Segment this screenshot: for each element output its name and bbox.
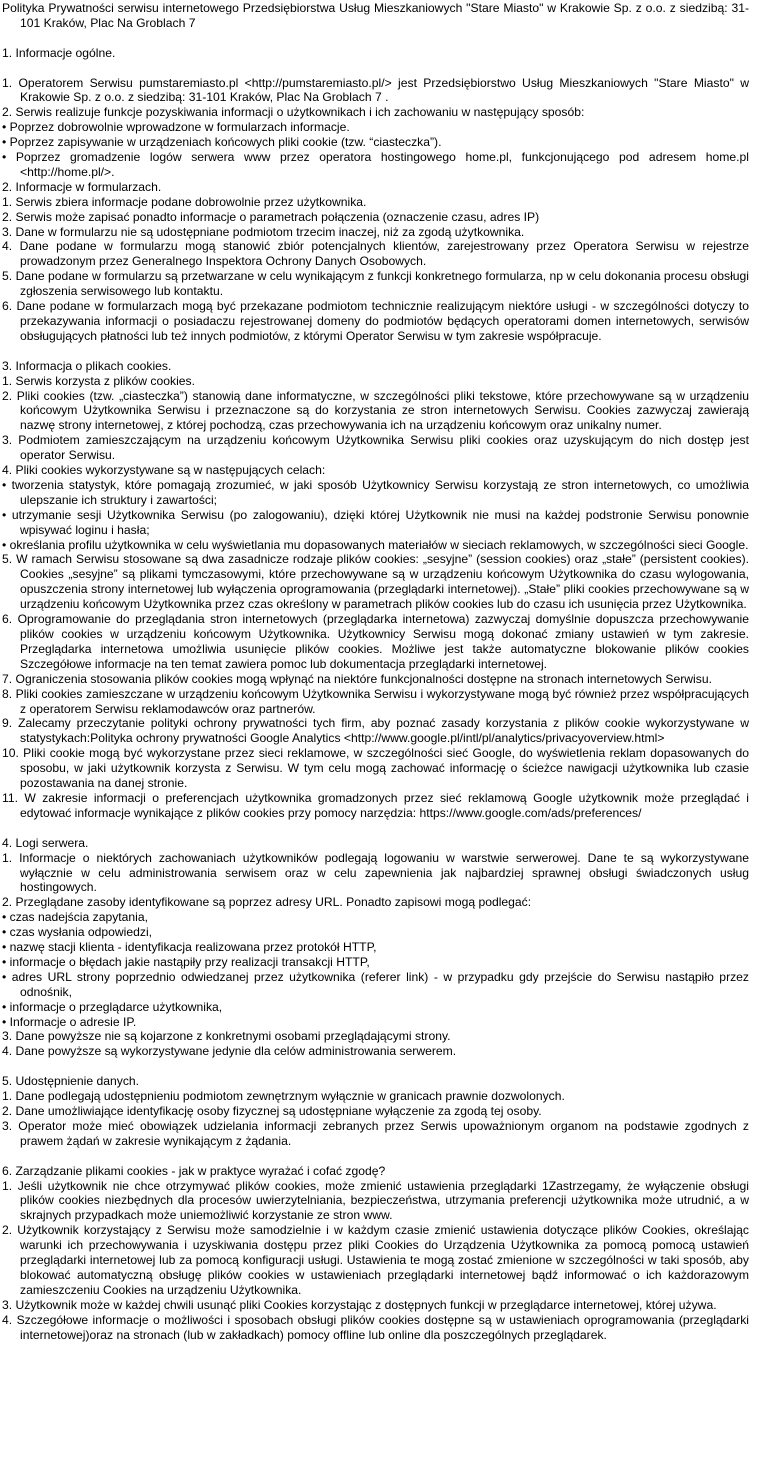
blank-line: [2, 1059, 749, 1074]
policy-paragraph: • informacje o błędach jakie nastąpiły przy realizacji transakcji HTTP,: [2, 954, 370, 969]
policy-paragraph: • Poprzez gromadzenie logów serwera www przez operatora hostingowego home.pl, funkcjonującego pod adresem home.pl <http://home.pl/>.: [2, 150, 749, 179]
policy-paragraph: 1. Jeśli użytkownik nie chce otrzymywać plików cookies, może zmienić ustawienia przeglądarki 1Zastrzegamy, że wyłączenie obsługi plików cookies niezbędnych dla procesów uwierzytelniania, bezpieczeństwa, utrzymania preferencji użytkownika może utrudnić, a w skrajnych przypadkach może uniemożliwić korzystanie ze stron www.: [2, 1178, 749, 1223]
policy-paragraph: 6. Zarządzanie plikami cookies - jak w praktyce wyrażać i cofać zgodę?: [2, 1163, 386, 1178]
policy-paragraph: 6. Dane podane w formularzach mogą być przekazane podmiotom technicznie realizującym niektóre usługi - w szczególności dotyczy to przekazywania informacji o posiadaczu rejestrowanej domeny do podmiotów będących operatorami domen internetowych, serwisów obsługujących płatności lub też innych podmiotów, z którymi Operator Serwisu w tym zakresie współpracuje.: [2, 299, 749, 343]
blank-line: [2, 61, 749, 76]
policy-paragraph: • informacje o przeglądarce użytkownika,: [2, 999, 223, 1014]
policy-paragraph: 3. Operator może mieć obowiązek udzielania informacji zebranych przez Serwis upoważnionym organom na podstawie zgodnych z prawem żądań w zakresie wynikającym z żądania.: [2, 1118, 749, 1148]
policy-paragraph: 1. Serwis korzysta z plików cookies.: [2, 373, 195, 388]
policy-paragraph: 2. Serwis realizuje funkcje pozyskiwania informacji o użytkownikach i ich zachowaniu w następujący sposób:: [2, 105, 585, 120]
policy-paragraph: 3. Dane powyższe nie są kojarzone z konkretnymi osobami przeglądającymi strony.: [2, 1029, 451, 1044]
policy-paragraph: 1. Operatorem Serwisu pumstaremiasto.pl <http://pumstaremiasto.pl/> jest Przedsiębiorstwo Usług Mieszkaniowych "Stare Miasto" w Krakowie Sp. z o.o. z siedzibą: 31-101 Kraków, Plac Na Groblach 7 .: [2, 75, 749, 105]
policy-paragraph: 3. Użytkownik może w każdej chwili usunąć pliki Cookies korzystając z dostępnych funkcji w przeglądarce internetowej, której używa.: [2, 1297, 717, 1312]
policy-paragraph: 3. Podmiotem zamieszczającym na urządzeniu końcowym Użytkownika Serwisu pliki cookies oraz uzyskującym do nich dostęp jest operator Serwisu.: [2, 433, 749, 463]
policy-paragraph: • utrzymanie sesji Użytkownika Serwisu (po zalogowaniu), dzięki której Użytkownik nie musi na każdej podstronie Serwisu ponownie wpisywać loginu i hasła;: [2, 507, 749, 537]
blank-line: [2, 821, 749, 836]
policy-paragraph: • Poprzez dobrowolnie wprowadzone w formularzach informacje.: [2, 120, 350, 135]
policy-paragraph: 8. Pliki cookies zamieszczane w urządzeniu końcowym Użytkownika Serwisu i wykorzystywane mogą być również przez współpracujących z operatorem Serwisu reklamodawców oraz partnerów.: [2, 686, 749, 716]
policy-paragraph: 11. W zakresie informacji o preferencjach użytkownika gromadzonych przez sieć reklamową Google użytkownik może przeglądać i edytować informacje wynikające z plików cookies przy pomocy narzędzia: https://www.google.com/ads/preferences/: [2, 790, 749, 820]
policy-paragraph: 3. Informacja o plikach cookies.: [2, 358, 172, 373]
policy-paragraph: 1. Informacje o niektórych zachowaniach użytkowników podlegają logowaniu w warstwie serwerowej. Dane te są wykorzystywane wyłącznie w celu administrowania serwisem oraz w celu zapewnienia jak najbardziej sprawnej obsługi świadczonych usług hostingowych.: [2, 850, 749, 895]
policy-paragraph: 1. Dane podlegają udostępnieniu podmiotom zewnętrznym wyłącznie w granicach prawnie dozwolonych.: [2, 1089, 565, 1104]
policy-paragraph: 4. Pliki cookies wykorzystywane są w następujących celach:: [2, 463, 326, 478]
policy-paragraph: 2. Informacje w formularzach.: [2, 179, 162, 194]
policy-paragraph: 1. Informacje ogólne.: [2, 45, 116, 60]
policy-paragraph: 9. Zalecamy przeczytanie polityki ochrony prywatności tych firm, aby poznać zasady korzystania z plików cookie wykorzystywane w statystykach:Polityka ochrony prywatności Google Analytics <http://www.google.pl/intl/pl/analytics/privacyoverview.html>: [2, 716, 749, 746]
policy-paragraph: • czas nadejścia zapytania,: [2, 910, 148, 925]
policy-paragraph: 2. Pliki cookies (tzw. „ciasteczka”) stanowią dane informatyczne, w szczególności pliki tekstowe, które przechowywane są w urządzeniu końcowym Użytkownika Serwisu i przeznaczone są do korzystania ze stron internetowych Serwisu. Cookies zazwyczaj zawierają nazwę strony internetowej, z której pochodzą, czas przechowywania ich na urządzeniu końcowym oraz unikalny numer.: [2, 388, 749, 433]
policy-paragraph: 5. W ramach Serwisu stosowane są dwa zasadnicze rodzaje plików cookies: „sesyjne” (session cookies) oraz „stałe” (persistent cookies). Cookies „sesyjne” są plikami tymczasowymi, które przechowywane są w urządzeniu końcowym Użytkownika do czasu wylogowania, opuszczenia strony internetowej lub wyłączenia oprogramowania (przeglądarki internetowej). „Stałe” pliki cookies przechowywane są w urządzeniu końcowym Użytkownika przez czas określony w parametrach plików cookies lub do czasu ich usunięcia przez Użytkownika.: [2, 552, 749, 612]
policy-paragraph: 2. Dane umożliwiające identyfikację osoby fizycznej są udostępniane wyłączenie za zgodą tej osoby.: [2, 1103, 542, 1118]
policy-paragraph: 5. Udostępnienie danych.: [2, 1074, 140, 1089]
blank-line: [2, 1149, 749, 1164]
blank-line: [2, 344, 749, 359]
policy-paragraph: • nazwę stacji klienta - identyfikacja realizowana przez protokół HTTP,: [2, 940, 377, 955]
policy-paragraph: 4. Dane podane w formularzu mogą stanowić zbiór potencjalnych klientów, zarejestrowany przez Operatora Serwisu w rejestrze prowadzonym przez Generalnego Inspektora Ochrony Danych Osobowych.: [2, 239, 749, 269]
blank-line: [2, 31, 749, 46]
policy-paragraph: 7. Ograniczenia stosowania plików cookies mogą wpłynąć na niektóre funkcjonalności dostępne na stronach internetowych Serwisu.: [2, 671, 712, 686]
policy-paragraph: • Informacje o adresie IP.: [2, 1014, 137, 1029]
policy-paragraph: • czas wysłania odpowiedzi,: [2, 925, 153, 940]
policy-paragraph: 2. Użytkownik korzystający z Serwisu może samodzielnie i w każdym czasie zmienić ustawienia dotyczące plików Cookies, określając warunki ich przechowywania i uzyskiwania dostępu przez pliki Cookies do Urządzenia Użytkownika za pomocą pomocą ustawień przeglądarki internetowej lub za pomocą konfiguracji usługi. Ustawienia te mogą zostać zmienione w szczególności w taki sposób, aby blokować automatyczną obsługę plików cookies w ustawieniach przeglądarki internetowej bądź informować o ich każdorazowym zamieszczeniu Cookies na urządzeniu Użytkownika.: [2, 1223, 749, 1297]
policy-paragraph: 10. Pliki cookie mogą być wykorzystane przez sieci reklamowe, w szczególności sieć Google, do wyświetlenia reklam dopasowanych do sposobu, w jaki użytkownik korzysta z Serwisu. W tym celu mogą zachować informację o ścieżce nawigacji użytkownika lub czasie pozostawania na danej stronie.: [2, 746, 749, 791]
policy-paragraph: 1. Serwis zbiera informacje podane dobrowolnie przez użytkownika.: [2, 194, 367, 209]
policy-paragraph: • adres URL strony poprzednio odwiedzanej przez użytkownika (referer link) - w przypadku gdy przejście do Serwisu nastąpiło przez odnośnik,: [2, 969, 749, 999]
policy-paragraph: 2. Przeglądane zasoby identyfikowane są poprzez adresy URL. Ponadto zapisowi mogą podlegać:: [2, 895, 532, 910]
policy-paragraph: 4. Logi serwera.: [2, 835, 89, 850]
policy-paragraph: • tworzenia statystyk, które pomagają zrozumieć, w jaki sposób Użytkownicy Serwisu korzystają ze stron internetowych, co umożliwia ulepszanie ich struktury i zawartości;: [2, 477, 749, 507]
policy-paragraph: 4. Dane powyższe są wykorzystywane jedynie dla celów administrowania serwerem.: [2, 1044, 457, 1059]
document-title: Polityka Prywatności serwisu internetowego Przedsiębiorstwa Usług Mieszkaniowych "Stare Miasto" w Krakowie Sp. z o.o. z siedzibą: 31-101 Kraków, Plac Na Groblach 7: [2, 1, 749, 30]
policy-paragraph: • Poprzez zapisywanie w urządzeniach końcowych pliki cookie (tzw. “ciasteczka”).: [2, 135, 442, 150]
policy-paragraph: • określania profilu użytkownika w celu wyświetlania mu dopasowanych materiałów w sieciach reklamowych, w szczególności sieci Google.: [2, 537, 749, 552]
policy-paragraph: 3. Dane w formularzu nie są udostępniane podmiotom trzecim inaczej, niż za zgodą użytkownika.: [2, 224, 525, 239]
policy-paragraph: 6. Oprogramowanie do przeglądania stron internetowych (przeglądarka internetowa) zazwyczaj domyślnie dopuszcza przechowywanie plików cookies w urządzeniu końcowym Użytkownika. Użytkownicy Serwisu mogą dokonać zmiany ustawień w tym zakresie. Przeglądarka internetowa umożliwia usunięcie plików cookies. Możliwe jest także automatyczne blokowanie plików cookies Szczegółowe informacje na ten temat zawiera pomoc lub dokumentacja przeglądarki internetowej.: [2, 612, 749, 671]
policy-paragraph: 5. Dane podane w formularzu są przetwarzane w celu wynikającym z funkcji konkretnego formularza, np w celu dokonania procesu obsługi zgłoszenia serwisowego lub kontaktu.: [2, 269, 749, 299]
policy-paragraph: 4. Szczegółowe informacje o możliwości i sposobach obsługi plików cookies dostępne są w ustawieniach oprogramowania (przeglądarki internetowej)oraz na stronach (lub w zakładkach) pomocy offline lub online dla poszczególnych przeglądarek.: [2, 1312, 749, 1342]
policy-paragraph: 2. Serwis może zapisać ponadto informacje o parametrach połączenia (oznaczenie czasu, adres IP): [2, 209, 540, 224]
